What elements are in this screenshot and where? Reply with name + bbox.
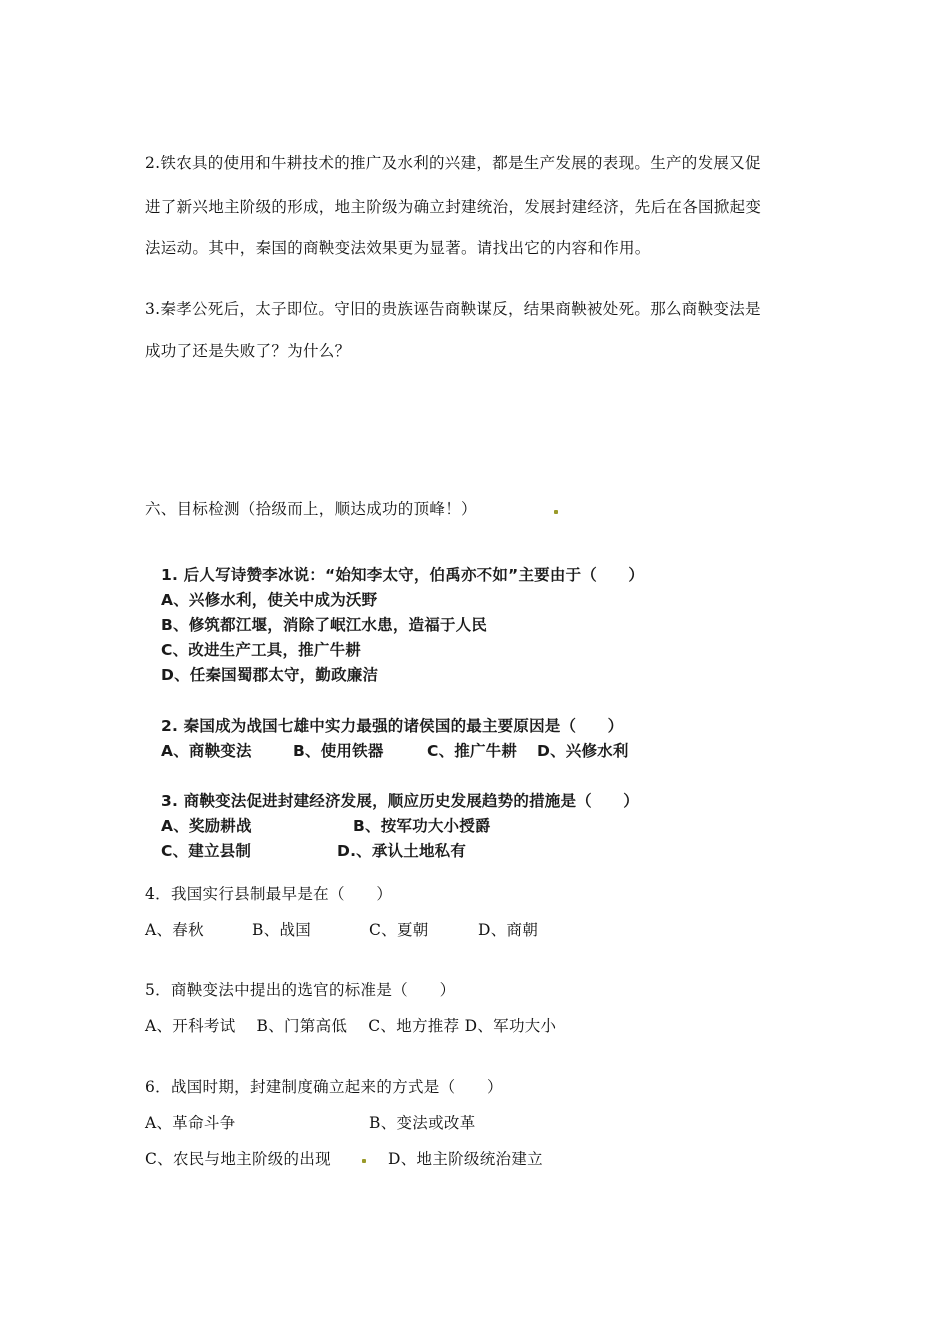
mc-q1-option-a: A、兴修水利，使关中成为沃野: [161, 591, 378, 609]
q2-line3: 法运动。其中，秦国的商鞅变法效果更为显著。请找出它的内容和作用。: [145, 239, 651, 257]
mc-q5-options: A、开科考试 B、门第高低 C、地方推荐 D、军功大小: [145, 1017, 557, 1035]
mc-q3-option-d: D.、承认土地私有: [337, 842, 467, 860]
mc-q4-stem: 4．我国实行县制最早是在（ ）: [145, 885, 393, 903]
mc-q2-option-c: C、推广牛耕: [427, 742, 518, 760]
mc-q6-option-d: D、地主阶级统治建立: [388, 1150, 543, 1168]
mc-q2-option-a: A、商鞅变法: [161, 742, 252, 760]
section6-title: 六、目标检测（拾级而上，顺达成功的顶峰！）: [145, 500, 477, 518]
mc-q4-option-a: A、春秋: [145, 921, 204, 939]
mc-q1-option-c: C、改进生产工具，推广牛耕: [161, 641, 361, 659]
mc-q3-stem: 3. 商鞅变法促进封建经济发展，顺应历史发展趋势的措施是（ ）: [161, 792, 639, 810]
q2-line1: 2.铁农具的使用和牛耕技术的推广及水利的兴建，都是生产发展的表现。生产的发展又促: [145, 154, 761, 172]
mc-q1-stem: 1. 后人写诗赞李冰说：“始知李太守，伯禹亦不如”主要由于（ ）: [161, 566, 645, 584]
mc-q6-option-a: A、革命斗争: [145, 1114, 236, 1132]
mc-q6-stem: 6．战国时期，封建制度确立起来的方式是（ ）: [145, 1078, 503, 1096]
mc-q2-option-d: D、兴修水利: [537, 742, 629, 760]
mc-q3-option-b: B、按军功大小授爵: [353, 817, 491, 835]
q3-line2: 成功了还是失败了？为什么？: [145, 342, 351, 360]
mc-q2-option-b: B、使用铁器: [293, 742, 384, 760]
mc-q1-option-b: B、修筑都江堰，消除了岷江水患，造福于人民: [161, 616, 488, 634]
mc-q3-option-a: A、奖励耕战: [161, 817, 252, 835]
mc-q4-option-b: B、战国: [252, 921, 312, 939]
mc-q4-option-d: D、商朝: [478, 921, 539, 939]
q2-line2: 进了新兴地主阶级的形成，地主阶级为确立封建统治，发展封建经济，先后在各国掀起变: [145, 198, 762, 216]
stray-dot: [554, 510, 558, 514]
mc-q1-option-d: D、任秦国蜀郡太守，勤政廉洁: [161, 666, 379, 684]
mc-q4-option-c: C、夏朝: [369, 921, 429, 939]
mc-q6-option-c: C、农民与地主阶级的出现: [145, 1150, 331, 1168]
mc-q5-stem: 5．商鞅变法中提出的选官的标准是（ ）: [145, 981, 456, 999]
stray-dot: [362, 1159, 366, 1163]
mc-q3-option-c: C、建立县制: [161, 842, 252, 860]
mc-q6-option-b: B、变法或改革: [369, 1114, 476, 1132]
q3-line1: 3.秦孝公死后，太子即位。守旧的贵族诬告商鞅谋反，结果商鞅被处死。那么商鞅变法是: [145, 300, 761, 318]
mc-q2-stem: 2. 秦国成为战国七雄中实力最强的诸侯国的最主要原因是（ ）: [161, 717, 624, 735]
